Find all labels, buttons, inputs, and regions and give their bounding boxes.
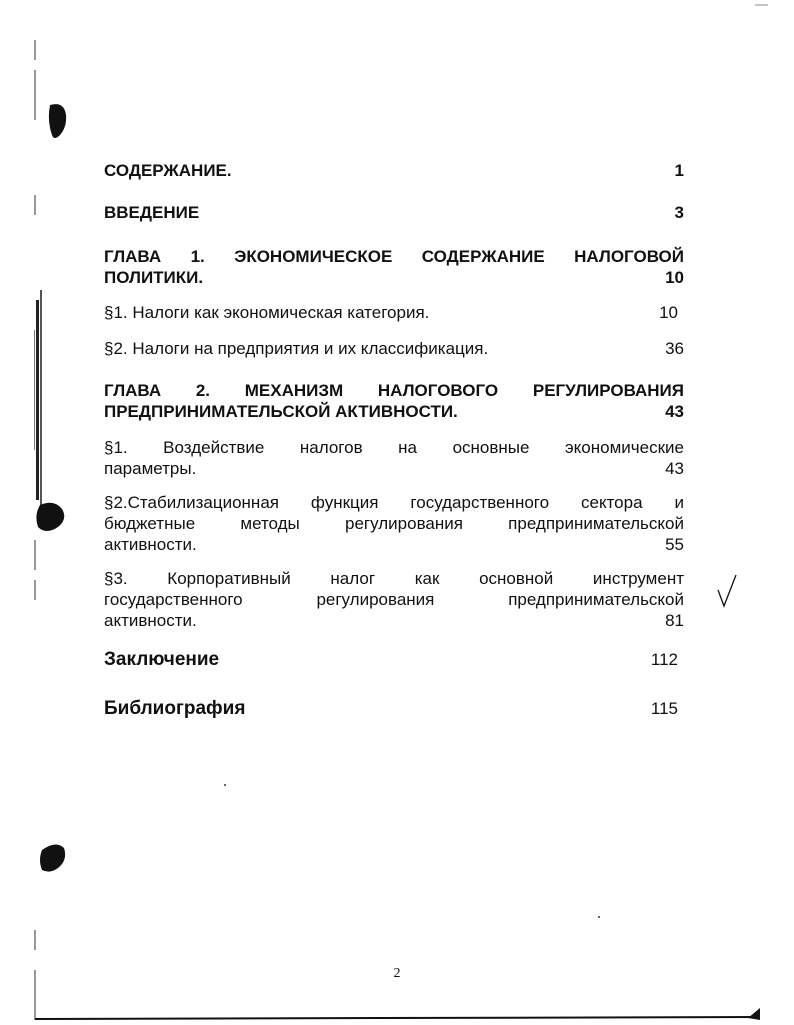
punch-hole-top <box>49 104 66 138</box>
punch-hole-middle <box>36 503 64 531</box>
toc-entry-title: ВВЕДЕНИЕ <box>104 203 200 222</box>
toc-entry-title-line: §1. Воздействие налогов на основные экономические <box>104 438 684 457</box>
toc-entry-title-line: ПОЛИТИКИ. <box>104 268 204 287</box>
toc-entry-section-1-1 <box>104 302 684 324</box>
binding-streak <box>34 290 42 510</box>
toc-entry-introduction <box>104 202 684 224</box>
speck <box>224 784 226 786</box>
toc-entry-page: 43 <box>665 459 684 478</box>
toc-entry-page: 115 <box>650 699 678 718</box>
toc-entry-title-line: §2.Стабилизационная функция государственного сектора и <box>104 493 684 512</box>
toc-entry-title-line: ГЛАВА 1. ЭКОНОМИЧЕСКОЕ СОДЕРЖАНИЕ НАЛОГОВОЙ <box>104 247 684 266</box>
bottom-edge-line <box>35 1017 760 1019</box>
toc-entry-title: Библиография <box>104 698 246 719</box>
toc-entry-page: 43 <box>665 402 684 421</box>
toc-entry-title-line: ПРЕДПРИНИМАТЕЛЬСКОЙ АКТИВНОСТИ. <box>104 402 458 421</box>
toc-entry-chapter-1 <box>104 246 684 288</box>
toc-entry-title-line: §3. Корпоративный налог как основной инструмент <box>104 569 684 588</box>
toc-entry-title: СОДЕРЖАНИЕ. <box>104 161 232 180</box>
toc-entry-title-line: активности. <box>104 611 197 630</box>
toc-entry-title-line: активности. <box>104 535 197 554</box>
toc-entry-title: Заключение <box>104 649 220 670</box>
speck <box>598 916 600 918</box>
toc-entry-section-1-2 <box>104 338 684 360</box>
punch-hole-bottom <box>40 844 65 871</box>
toc-entry-section-2-3 <box>104 568 684 631</box>
toc-entry-title: §2. Налоги на предприятия и их классификация. <box>104 339 489 358</box>
toc-entry-page: 36 <box>665 339 684 358</box>
toc-entry-title-line: бюджетные методы регулирования предпринимательской <box>104 514 684 533</box>
toc-entry-conclusion <box>104 649 684 671</box>
toc-entry-section-2-2 <box>104 492 684 555</box>
check-mark <box>718 575 736 606</box>
toc-entry-title-line: государственного регулирования предпринимательской <box>104 590 684 609</box>
toc-entry-section-2-1 <box>104 437 684 479</box>
toc-entry-page: 81 <box>665 611 684 630</box>
toc-entry-bibliography <box>104 698 684 720</box>
toc-entry-title-line: параметры. <box>104 459 197 478</box>
toc-entry-chapter-2 <box>104 380 684 422</box>
toc-entry-page: 1 <box>674 161 684 180</box>
toc-entry-page: 3 <box>674 203 684 222</box>
toc-entry-page: 10 <box>659 303 678 322</box>
toc-entry-page: 55 <box>665 535 684 554</box>
toc-entry-contents <box>104 160 684 182</box>
toc-entry-title: §1. Налоги как экономическая категория. <box>104 303 430 322</box>
toc-entry-page: 112 <box>650 650 678 669</box>
corner-mark <box>748 1008 760 1020</box>
page-number: 2 <box>393 966 401 981</box>
toc-entry-title-line: ГЛАВА 2. МЕХАНИЗМ НАЛОГОВОГО РЕГУЛИРОВАНИЯ <box>104 381 684 400</box>
toc-entry-page: 10 <box>665 268 684 287</box>
